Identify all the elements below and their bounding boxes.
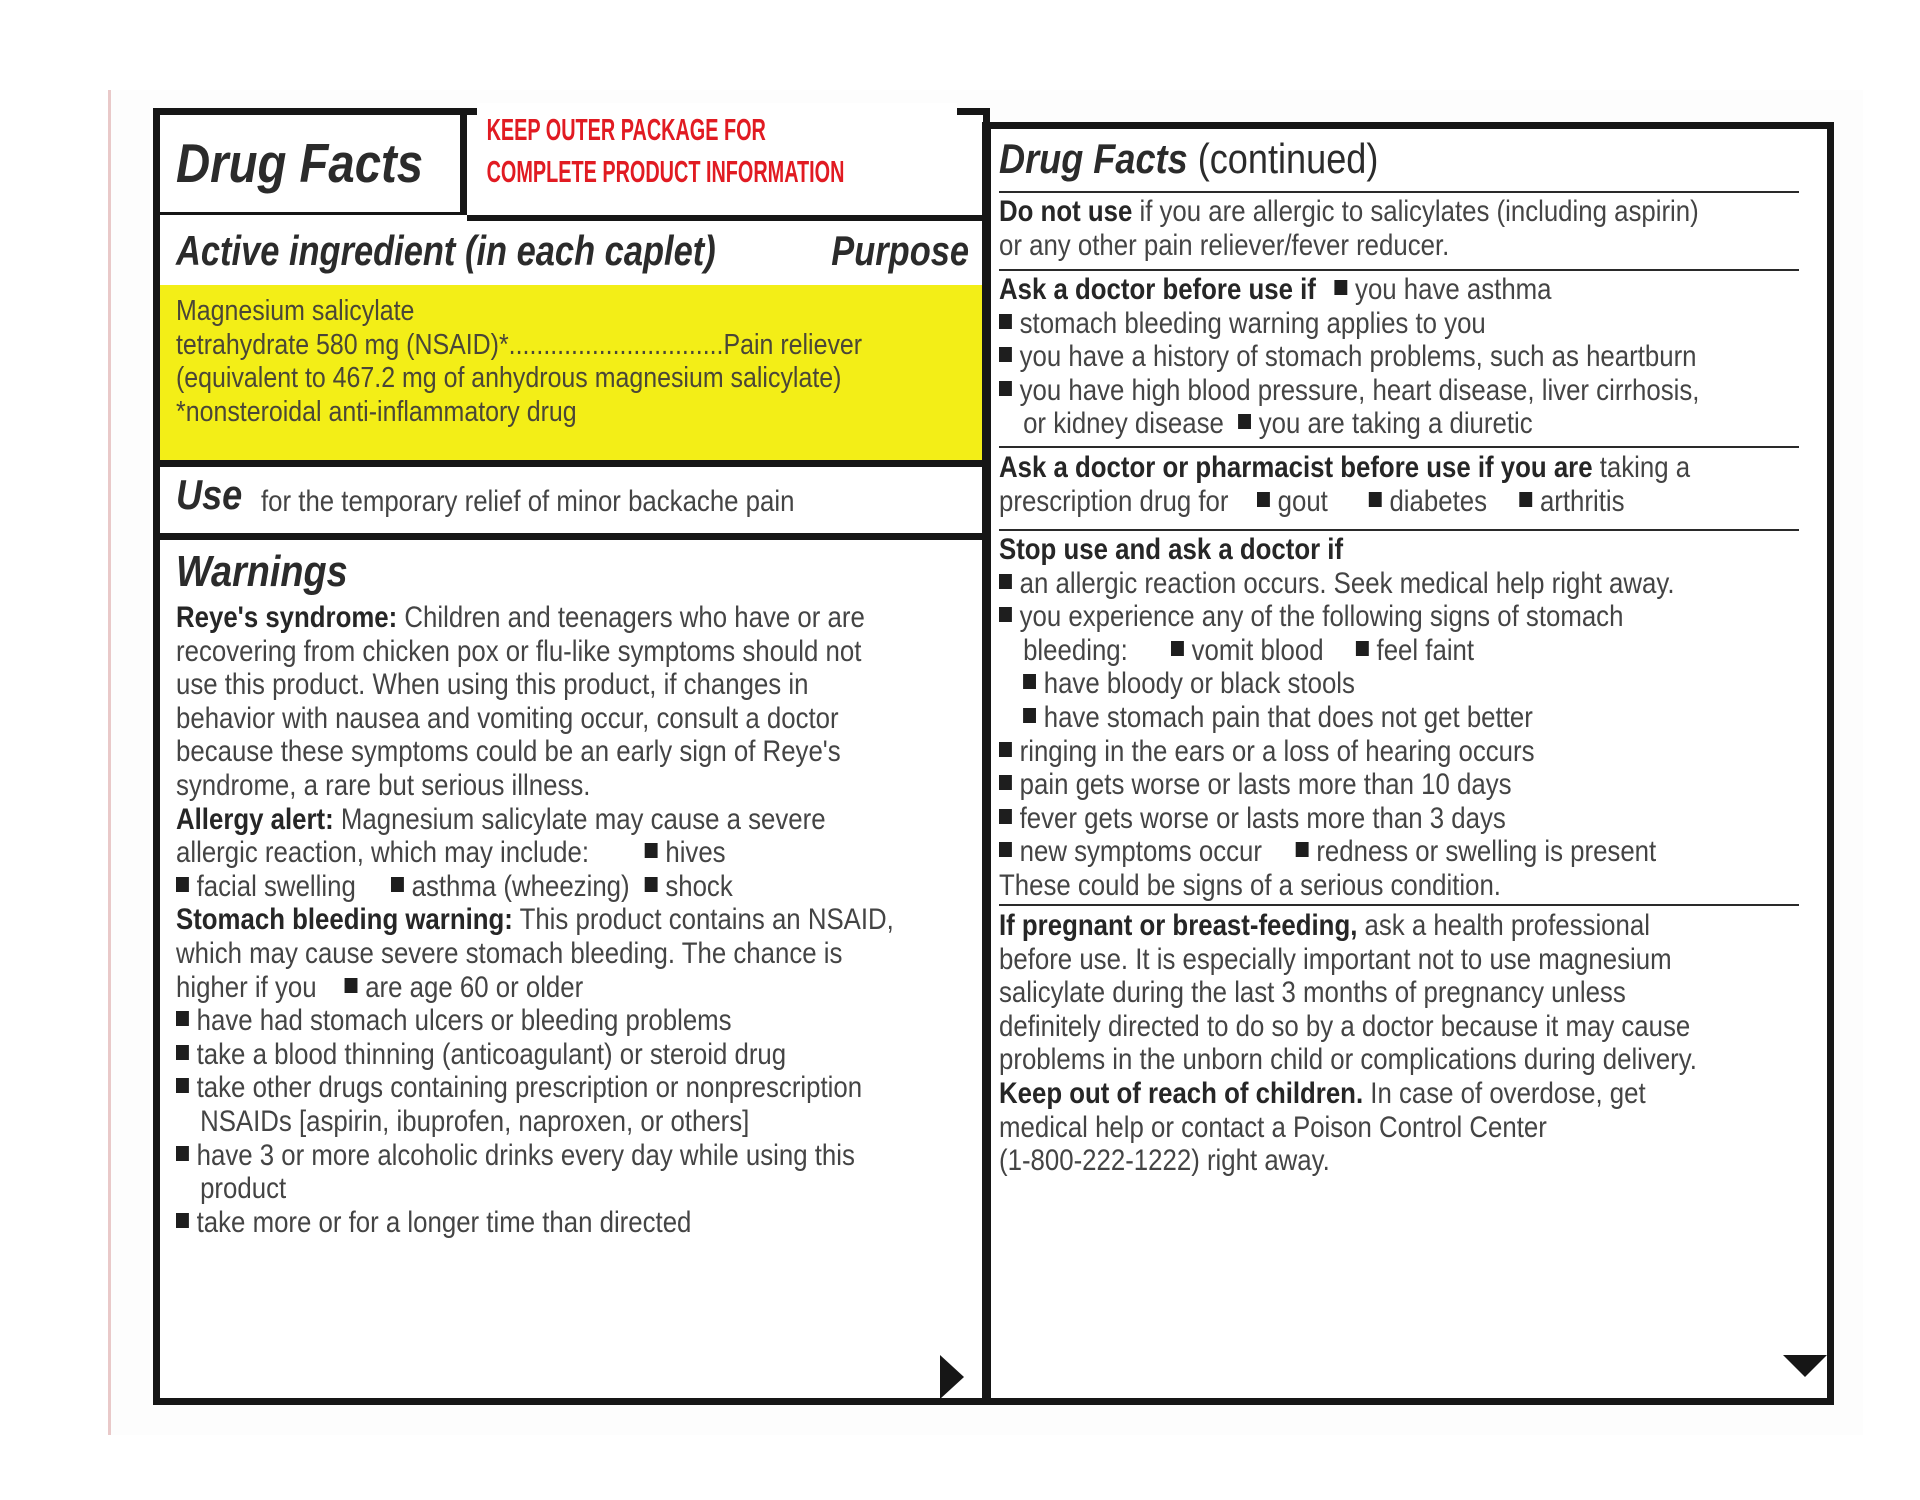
stop-item-label: fever gets worse or lasts more than 3 days	[1019, 801, 1506, 835]
stomach-item-label: have had stomach ulcers or bleeding problems	[196, 1004, 732, 1038]
ask-doctor-line-1	[999, 273, 1704, 307]
bullet-square-icon	[1296, 842, 1309, 857]
bullet-square-icon	[999, 742, 1012, 757]
bullet-square-icon	[1023, 708, 1036, 723]
bullet-square-icon	[999, 574, 1012, 589]
bullet-square-icon	[1519, 492, 1532, 507]
section-rule	[999, 529, 1799, 531]
stop-item-experience	[999, 600, 1704, 634]
stomach-item-longer	[176, 1206, 868, 1240]
bullet-square-icon	[391, 877, 404, 892]
keep-out-heading: Keep out of reach of children.	[999, 1076, 1364, 1110]
bullet-square-icon	[645, 843, 658, 858]
drug-facts-right-panel	[982, 122, 1834, 1405]
stop-footer: These could be signs of a serious condition.	[999, 868, 1501, 902]
allergy-text-2: allergic reaction, which may include:	[176, 836, 590, 870]
ask-pharm-item-diabetes	[1369, 485, 1487, 519]
bullet-square-icon	[999, 314, 1012, 329]
keep-out-line-2: medical help or contact a Poison Control Center	[999, 1110, 1547, 1144]
stomach-item-ulcers	[176, 1004, 868, 1038]
ask-pharm-item-label: diabetes	[1389, 484, 1487, 518]
ask-doctor-item-diuretic	[1238, 407, 1533, 441]
stomach-item-alcohol-cont: product	[200, 1172, 287, 1206]
reye-line-5: because these symptoms could be an early sign of Reye's	[176, 735, 841, 769]
bullet-square-icon	[999, 347, 1012, 362]
continued-title-main: Drug Facts	[999, 135, 1188, 182]
reye-line-2: recovering from chicken pox or flu-like symptoms should not	[176, 634, 862, 668]
bullet-square-icon	[999, 842, 1012, 857]
stomach-item-label: take a blood thinning (anticoagulant) or steroid drug	[196, 1037, 787, 1071]
ask-doctor-item-label: you have high blood pressure, heart disease, liver cirrhosis,	[1019, 373, 1700, 407]
ask-doctor-line-5	[999, 407, 1704, 441]
stop-bleeding-label: bleeding:	[1023, 633, 1128, 667]
ingredient-line-3: (equivalent to 467.2 mg of anhydrous magnesium salicylate)	[176, 362, 842, 395]
header-rule	[467, 215, 983, 221]
stop-item-allergic	[999, 567, 1704, 601]
ask-doctor-item-stomach	[999, 307, 1704, 341]
allergy-item-label: hives	[665, 836, 726, 870]
ask-pharm-text: taking a	[1592, 451, 1691, 484]
stomach-item-blood-thinner	[176, 1038, 868, 1072]
bullet-square-icon	[645, 877, 658, 892]
section-rule	[999, 904, 1799, 906]
arrow-down-icon	[1783, 1355, 1827, 1377]
stomach-line-3	[176, 971, 868, 1005]
allergy-item-asthma	[391, 870, 630, 904]
pregnant-line-1	[999, 909, 1704, 943]
stop-item-label: pain gets worse or lasts more than 10 days	[1019, 768, 1512, 802]
dot-leader: ...............................	[508, 328, 724, 361]
ingredient-purpose: Pain reliever	[723, 328, 863, 361]
stop-item-label: an allergic reaction occurs. Seek medical help right away.	[1019, 566, 1675, 600]
bullet-square-icon	[999, 809, 1012, 824]
stop-item-label: redness or swelling is present	[1316, 835, 1657, 869]
warnings-body	[176, 601, 981, 1239]
stomach-item-age	[345, 971, 584, 1005]
use-rule	[160, 533, 983, 540]
ingredient-line-4: *nonsteroidal anti-inflammatory drug	[176, 395, 577, 428]
use-heading: Use	[176, 471, 243, 518]
bullet-square-icon	[176, 1213, 189, 1228]
stop-item-fever	[999, 802, 1704, 836]
stop-item-label: have stomach pain that does not get better	[1043, 700, 1533, 734]
ask-doctor-item-history	[999, 340, 1704, 374]
ask-doctor-item-label: stomach bleeding warning applies to you	[1019, 306, 1486, 340]
bullet-square-icon	[176, 1146, 189, 1161]
stop-item-pain-worse	[999, 768, 1704, 802]
stop-item-stomach-pain	[999, 701, 1704, 735]
drug-facts-title: Drug Facts	[176, 132, 424, 194]
stomach-heading: Stomach bleeding warning:	[176, 903, 513, 937]
reye-line-4: behavior with nausea and vomiting occur, consult a doctor	[176, 701, 839, 735]
active-ingredient-heading: Active ingredient (in each caplet)	[176, 227, 716, 274]
ingredient-rule	[160, 460, 983, 467]
stomach-item-alcohol	[176, 1139, 868, 1173]
pregnant-heading: If pregnant or breast-feeding,	[999, 909, 1358, 942]
allergy-item-label: shock	[665, 869, 733, 903]
reye-text: Children and teenagers who have or are	[397, 601, 865, 634]
reye-line-6: syndrome, a rare but serious illness.	[176, 768, 591, 802]
pregnant-line-4: definitely directed to do so by a doctor because it may cause	[999, 1009, 1691, 1043]
stomach-item-label: have 3 or more alcoholic drinks every day while using this	[196, 1138, 855, 1172]
section-rule	[999, 269, 1799, 271]
do-not-use-line-1	[999, 195, 1704, 229]
continued-title	[999, 135, 1378, 183]
stop-heading: Stop use and ask a doctor if	[999, 533, 1344, 566]
pregnant-line-3: salicylate during the last 3 months of pregnancy unless	[999, 976, 1626, 1010]
warnings-section	[176, 547, 981, 1239]
ask-pharm-item-gout	[1257, 485, 1328, 519]
bullet-square-icon	[999, 775, 1012, 790]
allergy-item-label: facial swelling	[196, 869, 356, 903]
bullet-square-icon	[1356, 641, 1369, 656]
stop-item-ringing	[999, 735, 1704, 769]
allergy-line-1	[176, 803, 868, 837]
stop-heading-line	[999, 533, 1704, 567]
ingredient-name: tetrahydrate 580 mg (NSAID)*	[176, 328, 509, 361]
use-text: for the temporary relief of minor backache pain	[261, 485, 795, 518]
ingredient-line-1: Magnesium salicylate	[176, 295, 415, 327]
continued-title-suffix: (continued)	[1187, 135, 1379, 182]
active-ingredient-box	[160, 285, 983, 460]
stop-item-label: have bloody or black stools	[1043, 667, 1355, 701]
do-not-use-section	[999, 195, 1819, 262]
section-rule	[999, 446, 1799, 448]
allergy-item-shock	[645, 870, 733, 904]
bullet-square-icon	[999, 607, 1012, 622]
stop-item-label: you experience any of the following signs of stomach	[1019, 600, 1624, 634]
stomach-item-other-drugs-cont: NSAIDs [aspirin, ibuprofen, naproxen, or others]	[200, 1104, 750, 1138]
ask-doctor-item-kidney: or kidney disease	[1023, 407, 1224, 441]
do-not-use-text: if you are allergic to salicylates (including aspirin)	[1132, 195, 1699, 228]
stop-item-new	[999, 835, 1262, 868]
ask-pharm-item-label: gout	[1277, 484, 1328, 518]
ask-doctor-item-label: you have a history of stomach problems, such as heartburn	[1019, 340, 1697, 374]
reye-heading: Reye's syndrome:	[176, 601, 398, 634]
drug-facts-left-panel	[153, 108, 990, 1405]
drug-facts-label	[108, 90, 1863, 1435]
stop-item-label: ringing in the ears or a loss of hearing occurs	[1019, 734, 1535, 768]
stomach-item-label: take more or for a longer time than directed	[196, 1205, 692, 1239]
arrow-right-icon	[940, 1355, 964, 1399]
stomach-item-label: take other drugs containing prescription or nonprescription	[196, 1071, 863, 1105]
do-not-use-line-2: or any other pain reliever/fever reducer.	[999, 228, 1450, 262]
pregnant-line-5: problems in the unborn child or complications during delivery.	[999, 1043, 1697, 1077]
bullet-square-icon	[1334, 280, 1347, 295]
stop-item-faint	[1356, 634, 1474, 668]
reye-line-1	[176, 601, 868, 635]
allergy-line-2	[176, 836, 868, 870]
ask-pharm-item-label: arthritis	[1539, 484, 1625, 518]
bullet-square-icon	[1171, 641, 1184, 656]
ask-doctor-item-label: you are taking a diuretic	[1258, 407, 1533, 441]
keep-out-line-1	[999, 1077, 1704, 1111]
stop-bleeding-line	[999, 634, 1704, 668]
stop-item-vomit	[1171, 634, 1324, 668]
bullet-square-icon	[176, 877, 189, 892]
bullet-square-icon	[1238, 414, 1251, 429]
pregnant-text: ask a health professional	[1357, 909, 1650, 942]
stop-item-label: new symptoms occur	[1019, 835, 1262, 869]
pregnant-line-2: before use. It is especially important not to use magnesium	[999, 942, 1672, 976]
bullet-square-icon	[176, 1011, 189, 1026]
keep-out-text: In case of overdose, get	[1363, 1076, 1646, 1110]
keep-out-line-3: (1-800-222-1222) right away.	[999, 1144, 1330, 1178]
ask-doctor-heading: Ask a doctor before use if	[999, 273, 1316, 306]
ask-pharm-text-2: prescription drug for	[999, 484, 1229, 518]
allergy-text: Magnesium salicylate may cause a severe	[333, 802, 826, 836]
stomach-text-3: higher if you	[176, 970, 317, 1004]
purpose-heading: Purpose	[831, 227, 969, 274]
ask-pharm-line-2	[999, 485, 1704, 519]
use-section	[176, 471, 969, 531]
keep-outer-line-1: KEEP OUTER PACKAGE FOR	[486, 112, 766, 147]
allergy-item-label: asthma (wheezing)	[411, 869, 630, 903]
keep-outer-package-notice	[477, 103, 957, 221]
reye-line-3: use this product. When using this product, if changes in	[176, 668, 809, 702]
section-rule	[999, 191, 1799, 193]
ask-doctor-section	[999, 273, 1819, 441]
stop-item-redness	[1296, 835, 1657, 869]
ask-doctor-item-label: you have asthma	[1355, 273, 1552, 306]
stop-use-section	[999, 533, 1819, 903]
allergy-line-3	[176, 870, 868, 904]
ask-pharmacist-section	[999, 451, 1819, 518]
ask-doctor-item-bp	[999, 374, 1704, 408]
ingredient-line-2	[176, 325, 863, 361]
stop-item-label: vomit blood	[1191, 633, 1324, 667]
do-not-use-heading: Do not use	[999, 195, 1133, 228]
bullet-square-icon	[999, 381, 1012, 396]
stop-line-new-symptoms	[999, 835, 1704, 869]
title-tab	[160, 115, 467, 215]
stop-item-stools	[999, 667, 1704, 701]
ask-pharm-item-arthritis	[1519, 485, 1624, 519]
ask-pharm-heading: Ask a doctor or pharmacist before use if you are	[999, 451, 1593, 484]
warnings-heading: Warnings	[176, 547, 348, 596]
bullet-square-icon	[1257, 492, 1270, 507]
ask-doctor-item-asthma	[1334, 273, 1551, 307]
keep-outer-line-2: COMPLETE PRODUCT INFORMATION	[486, 154, 845, 189]
pregnant-section	[999, 909, 1819, 1178]
ask-pharm-line-1	[999, 451, 1704, 485]
bullet-square-icon	[1023, 674, 1036, 689]
bullet-square-icon	[176, 1078, 189, 1093]
allergy-heading: Allergy alert:	[176, 802, 334, 836]
stomach-line-2: which may cause severe stomach bleeding. The chance is	[176, 936, 843, 970]
stomach-item-label: are age 60 or older	[365, 970, 584, 1004]
bullet-square-icon	[176, 1045, 189, 1060]
bullet-square-icon	[345, 978, 358, 993]
allergy-item-hives	[645, 836, 726, 870]
stop-item-label: feel faint	[1376, 633, 1475, 667]
bullet-square-icon	[1369, 492, 1382, 507]
stomach-text: This product contains an NSAID,	[512, 903, 894, 937]
stomach-line-1	[176, 903, 894, 937]
allergy-item-facial	[176, 870, 356, 903]
stomach-item-other-drugs	[176, 1071, 868, 1105]
